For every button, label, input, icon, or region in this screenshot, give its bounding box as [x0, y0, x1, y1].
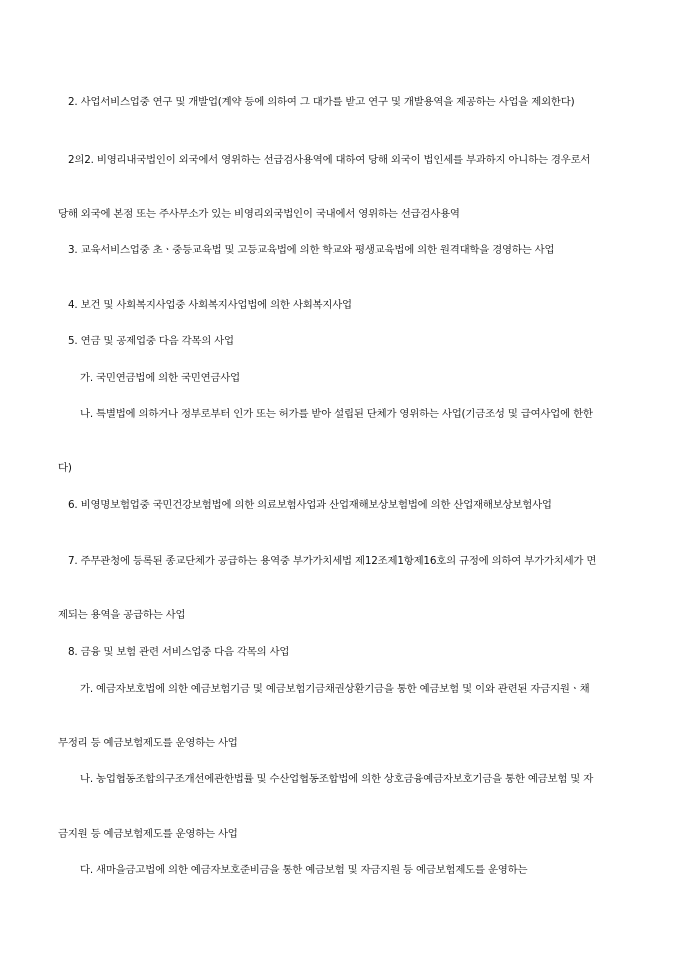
- paragraph-item-2: 2. 사업서비스업중 연구 및 개발업(계약 등에 의하여 그 대가를 받고 연구 및 개발용역을 제공하는 사업을 제외한다): [68, 96, 575, 108]
- paragraph-subitem-5-b: 나. 특별법에 의하거나 정부로부터 인가 또는 허가를 받아 설립된 단체가 영위하는 사업(기금조성 및 급여사업에 한한: [80, 408, 593, 420]
- paragraph-continuation: 다): [58, 462, 72, 474]
- paragraph-item-3: 3. 교육서비스업중 초ㆍ중등교육법 및 고등교육법에 의한 학교와 평생교육법에 의한 원격대학을 경영하는 사업: [68, 244, 555, 256]
- paragraph-subitem-8-b: 나. 농업협동조합의구조개선에관한법률 및 수산업협동조합법에 의한 상호금융예금자보호기금을 통한 예금보험 및 자: [80, 773, 594, 785]
- paragraph-subitem-8-a: 가. 예금자보호법에 의한 예금보험기금 및 예금보험기금채권상환기금을 통한 예금보험 및 이와 관련된 자금지원ㆍ채: [80, 683, 590, 695]
- paragraph-item-8: 8. 금융 및 보험 관련 서비스업중 다음 각목의 사업: [68, 646, 290, 658]
- paragraph-item-5: 5. 연금 및 공제업중 다음 각목의 사업: [68, 335, 234, 347]
- paragraph-continuation: 당해 외국에 본점 또는 주사무소가 있는 비영리외국법인이 국내에서 영위하는 선급검사용역: [58, 208, 460, 220]
- paragraph-item-4: 4. 보건 및 사회복지사업중 사회복지사업법에 의한 사회복지사업: [68, 299, 352, 311]
- paragraph-item-2-2: 2의2. 비영리내국법인이 외국에서 영위하는 선급검사용역에 대하여 당해 외국이 법인세를 부과하지 아니하는 경우로서: [68, 154, 591, 166]
- paragraph-subitem-5-a: 가. 국민연금법에 의한 국민연금사업: [80, 372, 240, 384]
- paragraph-item-7: 7. 주무관청에 등록된 종교단체가 공급하는 용역중 부가가치세법 제12조제1항제16호의 규정에 의하여 부가가치세가 면: [68, 555, 597, 567]
- paragraph-subitem-8-c: 다. 새마을금고법에 의한 예금자보호준비금을 통한 예금보험 및 자금지원 등 예금보험제도를 운영하는: [80, 864, 528, 876]
- paragraph-continuation: 금지원 등 예금보험제도를 운영하는 사업: [58, 828, 238, 840]
- paragraph-continuation: 제되는 용역을 공급하는 사업: [58, 609, 186, 621]
- paragraph-item-6: 6. 비영명보험업중 국민건강보험법에 의한 의료보험사업과 산업재해보상보험법에 의한 산업재해보상보험사업: [68, 499, 552, 511]
- paragraph-continuation: 무정리 등 예금보험제도를 운영하는 사업: [58, 737, 238, 749]
